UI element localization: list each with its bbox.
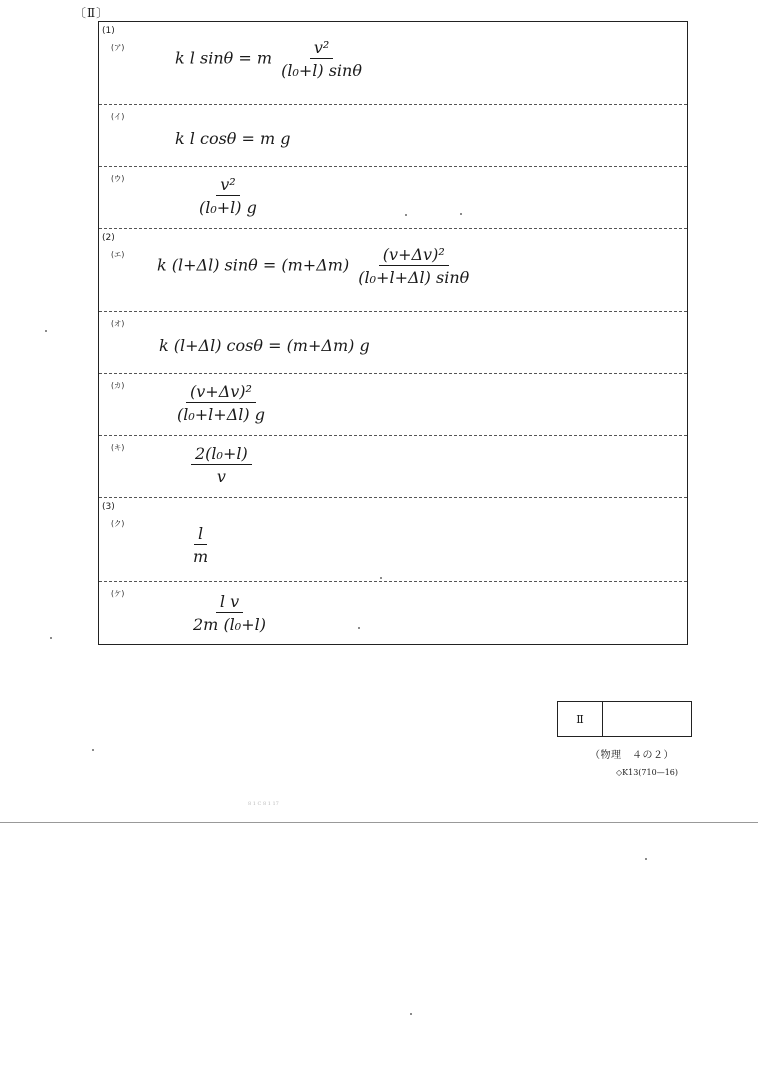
scan-speck — [380, 577, 382, 579]
formula-lhs: k l sinθ = m — [175, 48, 272, 68]
scan-speck — [358, 627, 360, 629]
fraction — [189, 592, 270, 634]
answer-formula-a — [175, 38, 366, 80]
sub-label-ki: (キ) — [111, 443, 125, 452]
sub-label-i: (イ) — [111, 112, 125, 121]
answer-formula-i: k l cosθ = m g — [175, 129, 291, 148]
scan-speck — [50, 637, 52, 639]
fraction — [191, 444, 252, 486]
scan-speck — [410, 1013, 412, 1015]
numerator: (v+Δv)² — [186, 382, 256, 403]
score-entry-cell — [603, 702, 691, 736]
sub-label-ka: (カ) — [111, 381, 125, 390]
scan-speck — [460, 213, 462, 215]
answer-formula-o: k (l+Δl) cosθ = (m+Δm) g — [159, 336, 370, 355]
answer-formula-ka — [173, 382, 269, 424]
answer-row-i — [99, 104, 687, 166]
answer-row-ka — [99, 373, 687, 435]
part-label-1: (1) — [102, 26, 115, 36]
denominator: (l₀+l+Δl) g — [177, 405, 265, 424]
fraction — [354, 245, 473, 287]
fraction — [277, 38, 366, 80]
numerator: 2(l₀+l) — [191, 444, 252, 465]
score-box — [557, 701, 692, 737]
denominator: v — [216, 467, 226, 486]
section-title: 〔Ⅱ〕 — [74, 6, 110, 20]
answer-formula-u — [195, 175, 261, 217]
denominator: (l₀+l+Δl) sinθ — [358, 268, 470, 287]
sub-label-a: (ア) — [111, 43, 125, 52]
subject-page-label: （物理 ４の２） — [590, 750, 674, 761]
answer-sheet — [98, 21, 688, 645]
scan-speck — [645, 858, 647, 860]
numerator: (v+Δv)² — [379, 245, 449, 266]
sub-label-ke: (ケ) — [111, 589, 125, 598]
denominator: (l₀+l) g — [199, 198, 257, 217]
document-code: ◇K13(710—16) — [616, 768, 678, 777]
numerator: v² — [216, 175, 239, 196]
sub-label-u: (ウ) — [111, 174, 125, 183]
sub-label-ku: (ク) — [111, 519, 125, 528]
fraction — [189, 524, 212, 566]
score-box-label: Ⅱ — [558, 702, 603, 736]
scan-speck — [405, 214, 407, 216]
answer-row-u — [99, 166, 687, 228]
part-label-3: (3) — [102, 502, 115, 512]
scan-speck — [92, 749, 94, 751]
numerator: l — [194, 524, 207, 545]
numerator: l v — [216, 592, 243, 613]
fraction — [173, 382, 269, 424]
answer-row-ki — [99, 435, 687, 497]
sub-label-e: (エ) — [111, 250, 125, 259]
page-divider — [0, 822, 758, 823]
answer-formula-ku — [189, 524, 212, 566]
answer-formula-ki — [191, 444, 252, 486]
answer-row-ku — [99, 497, 687, 581]
numerator: v² — [310, 38, 333, 59]
fraction — [195, 175, 261, 217]
answer-row-e — [99, 228, 687, 311]
faint-stamp-text: 8 1 C 8 1 17 — [248, 801, 279, 807]
answer-formula-e — [157, 245, 473, 287]
part-label-2: (2) — [102, 233, 115, 243]
answer-row-ke — [99, 581, 687, 644]
scan-speck — [45, 330, 47, 332]
denominator: m — [193, 547, 209, 566]
denominator: 2m (l₀+l) — [193, 615, 266, 634]
answer-row-a — [99, 22, 687, 104]
answer-formula-ke — [189, 592, 270, 634]
denominator: (l₀+l) sinθ — [281, 61, 362, 80]
answer-row-o — [99, 311, 687, 373]
formula-lhs: k (l+Δl) sinθ = (m+Δm) — [157, 255, 350, 275]
sub-label-o: (オ) — [111, 319, 125, 328]
